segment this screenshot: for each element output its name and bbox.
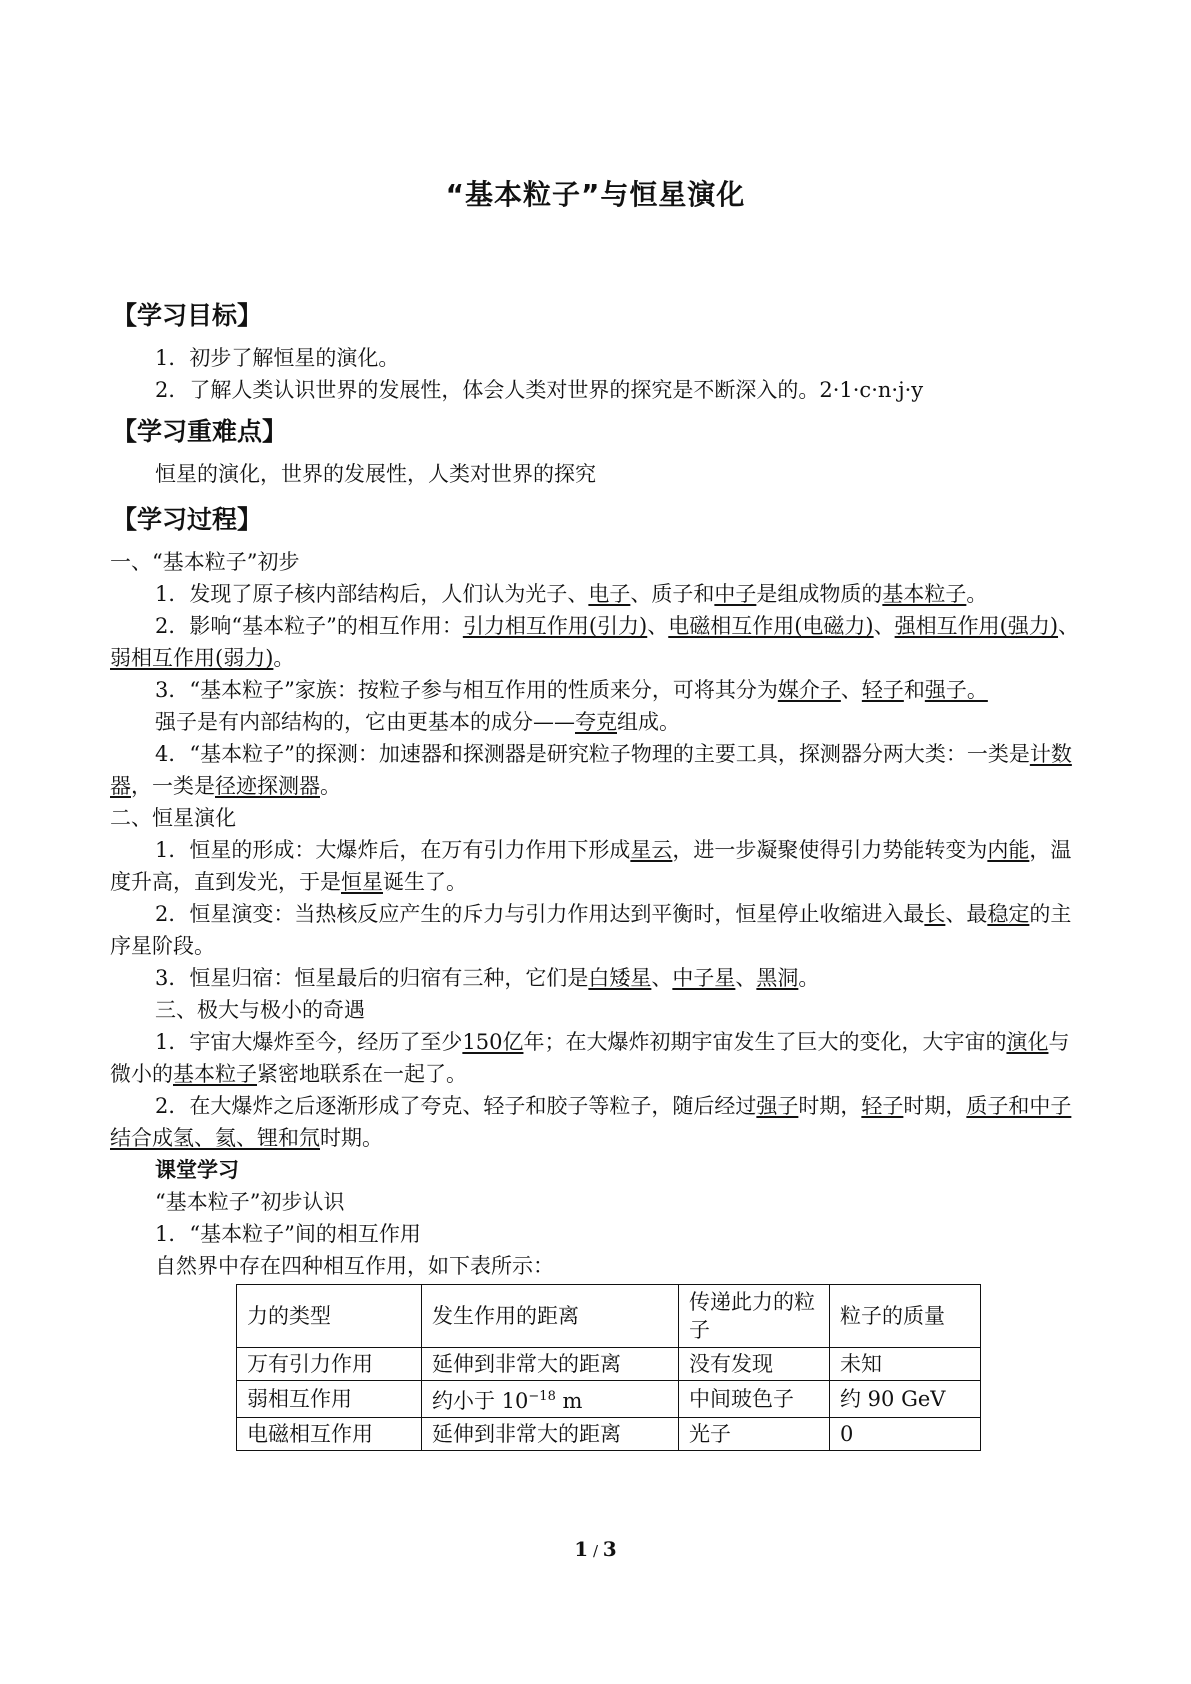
key-points-text: 恒星的演化，世界的发展性，人类对世界的探究 — [155, 462, 596, 486]
part1-title: 一、“基本粒子”初步 — [110, 550, 300, 574]
answer-blank: 白矮星 — [588, 966, 652, 990]
part2-item-1: 1．恒星的形成：大爆炸后，在万有引力作用下形成星云，进一步凝聚使得引力势能转变为内能，温度升高，直到发光，于是恒星诞生了。 — [110, 838, 1072, 894]
page-number: 1 / 3 — [574, 1537, 617, 1561]
section-heading-key-points: 【学习重难点】 — [112, 417, 288, 446]
answer-blank: 强子。 — [924, 678, 988, 702]
part2-item-3: 3．恒星归宿：恒星最后的归宿有三种，它们是白矮星、中子星、黑洞。 — [155, 966, 820, 990]
classroom-subtitle: “基本粒子”初步认识 — [155, 1190, 345, 1214]
table-cell: 电磁相互作用 — [237, 1418, 422, 1451]
answer-blank: 轻子 — [861, 678, 904, 702]
answer-blank: 稳定 — [987, 902, 1030, 926]
table-row — [237, 1418, 981, 1451]
table-header-cell: 传递此力的粒子 — [679, 1285, 830, 1348]
forces-table — [236, 1284, 981, 1451]
answer-blank: 电磁相互作用(电磁力) — [668, 614, 874, 638]
table-header-row — [237, 1285, 981, 1348]
part1-item-2: 2．影响“基本粒子”的相互作用：引力相互作用(引力)、电磁相互作用(电磁力)、强相互作用(强力)、弱相互作用(弱力)。 — [110, 614, 1080, 670]
table-cell: 中间玻色子 — [679, 1381, 830, 1418]
table-cell: 没有发现 — [679, 1348, 830, 1381]
part1-item-3: 3．“基本粒子”家族：按粒子参与相互作用的性质来分，可将其分为媒介子、轻子和强子。 — [155, 678, 988, 702]
table-row — [237, 1348, 981, 1381]
part3-title: 三、极大与极小的奇遇 — [155, 998, 365, 1022]
page-title: “基本粒子”与恒星演化 — [445, 178, 746, 211]
answer-blank: 黑洞 — [756, 966, 799, 990]
goal-item-2: 2．了解人类认识世界的发展性，体会人类对世界的探究是不断深入的。2·1·c·n·j·y — [155, 378, 924, 402]
document-body — [110, 296, 1090, 1451]
table-cell: 延伸到非常大的距离 — [422, 1348, 679, 1381]
answer-blank: 中子星 — [672, 966, 736, 990]
classroom-item-1: 1．“基本粒子”间的相互作用 — [155, 1222, 421, 1246]
answer-blank: 中子 — [714, 582, 757, 606]
answer-blank: 引力相互作用(引力) — [462, 614, 648, 638]
part3-item-2: 2．在大爆炸之后逐渐形成了夸克、轻子和胶子等粒子，随后经过强子时期，轻子时期，质子和中子结合成氢、氦、锂和氘时期。 — [110, 1094, 1072, 1150]
table-header-cell: 发生作用的距离 — [422, 1285, 679, 1348]
table-cell: 约小于 $10^{-18}$ m — [422, 1381, 679, 1418]
table-header-cell: 力的类型 — [237, 1285, 422, 1348]
table-header-cell: 粒子的质量 — [830, 1285, 981, 1348]
part1-item-1: 1．发现了原子核内部结构后，人们认为光子、电子、质子和中子是组成物质的基本粒子。 — [155, 582, 988, 606]
section-heading-process: 【学习过程】 — [112, 505, 263, 534]
answer-blank: 演化 — [1006, 1030, 1049, 1054]
classroom-title: 课堂学习 — [155, 1157, 239, 1182]
answer-blank: 计数器 — [110, 742, 1072, 798]
part3-item-1: 1．宇宙大爆炸至今，经历了至少150亿年；在大爆炸初期宇宙发生了巨大的变化，大宇宙的演化与微小的基本粒子紧密地联系在一起了。 — [110, 1030, 1070, 1086]
goal-item-1: 1．初步了解恒星的演化。 — [155, 346, 400, 370]
classroom-intro: 自然界中存在四种相互作用，如下表所示： — [155, 1254, 554, 1278]
section-heading-goals: 【学习目标】 — [112, 301, 263, 330]
answer-blank: 150亿 — [462, 1030, 524, 1054]
table-cell: 0 — [830, 1418, 981, 1451]
table-cell: 延伸到非常大的距离 — [422, 1418, 679, 1451]
table-cell: 光子 — [679, 1418, 830, 1451]
answer-blank: 质子和中子结合成氢、氦、锂和氘 — [110, 1094, 1072, 1150]
answer-blank: 恒星 — [341, 870, 383, 894]
table-cell: 万有引力作用 — [237, 1348, 422, 1381]
answer-blank: 径迹探测器 — [215, 774, 320, 798]
answer-blank: 基本粒子 — [882, 582, 967, 606]
table-cell: 弱相互作用 — [237, 1381, 422, 1418]
answer-blank: 媒介子 — [777, 678, 841, 702]
part2-item-2: 2．恒星演变：当热核反应产生的斥力与引力作用达到平衡时，恒星停止收缩进入最长、最稳定的主序星阶段。 — [110, 902, 1072, 958]
answer-blank: 长 — [924, 902, 946, 926]
part2-title: 二、恒星演化 — [110, 806, 236, 830]
answer-blank: 轻子 — [861, 1094, 904, 1118]
answer-blank: 基本粒子 — [173, 1062, 257, 1086]
answer-blank: 夸克 — [575, 710, 617, 734]
answer-blank: 星云 — [630, 838, 673, 862]
exponent: −18 — [528, 1389, 556, 1404]
table-row — [237, 1381, 981, 1418]
part1-hadron-note: 强子是有内部结构的，它由更基本的成分——夸克组成。 — [155, 710, 680, 734]
answer-blank: 强子 — [756, 1094, 799, 1118]
part1-item-4: 4．“基本粒子”的探测：加速器和探测器是研究粒子物理的主要工具，探测器分两大类：一类是计数器，一类是径迹探测器。 — [110, 742, 1072, 798]
table-cell: 约 90 GeV — [830, 1381, 981, 1418]
answer-blank: 强相互作用(强力) — [894, 614, 1059, 638]
answer-blank: 弱相互作用(弱力) — [110, 646, 274, 670]
table-cell: 未知 — [830, 1348, 981, 1381]
answer-blank: 电子 — [588, 582, 631, 606]
answer-blank: 内能 — [987, 838, 1030, 862]
